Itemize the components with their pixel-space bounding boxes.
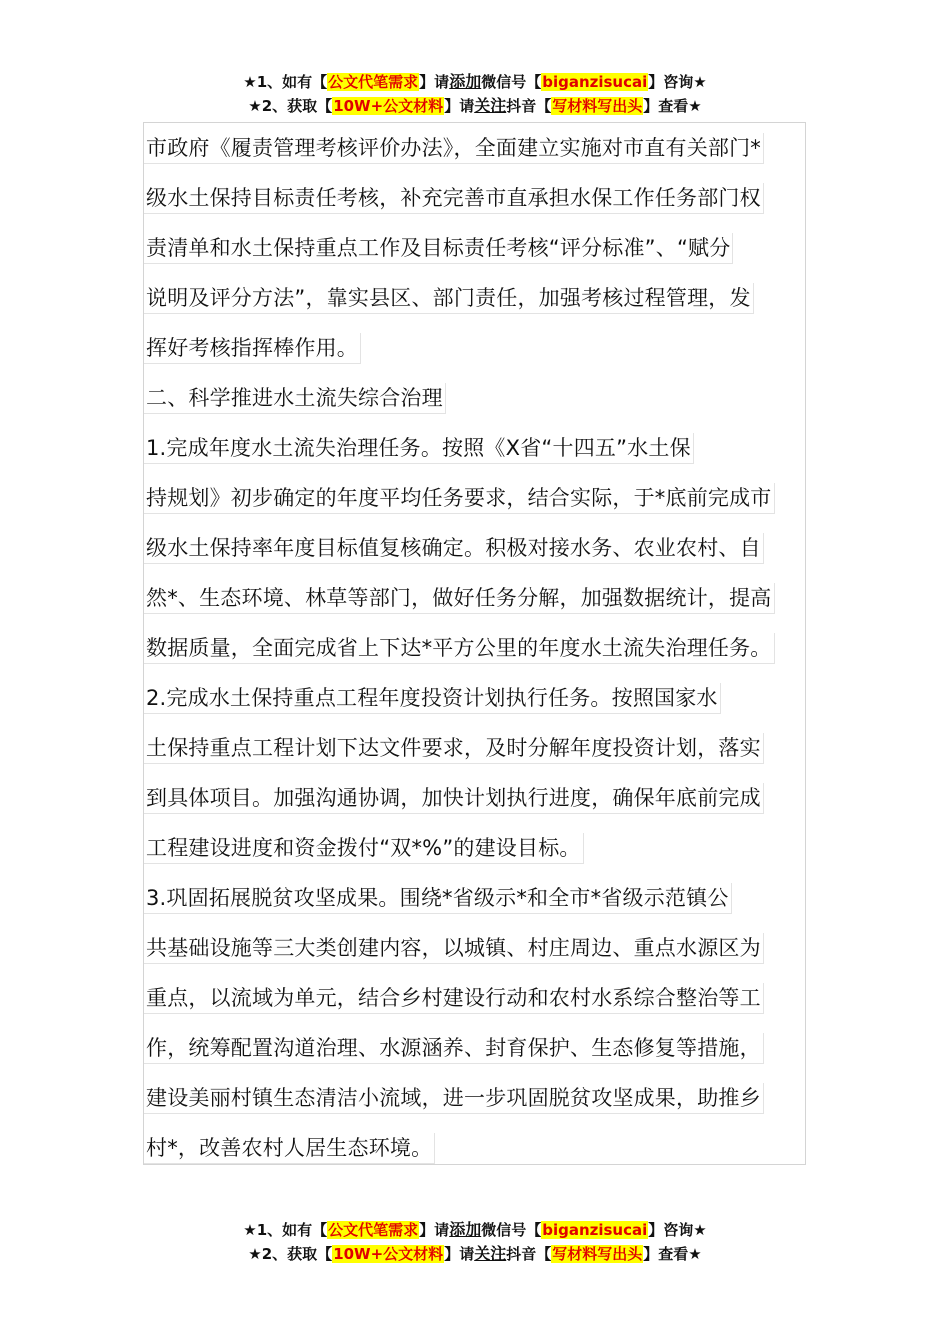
banner-text: 微信号【 bbox=[481, 1221, 542, 1239]
doc-line-text: 数据质量，全面完成省上下达*平方公里的年度水土流失治理任务。 bbox=[144, 633, 775, 664]
doc-line-text: 工程建设进度和资金拨付“双*%”的建设目标。 bbox=[144, 833, 584, 864]
doc-line-text: 持规划》初步确定的年度平均任务要求，结合实际，于*底前完成市 bbox=[144, 483, 775, 514]
doc-line-text: 责清单和水土保持重点工作及目标责任考核“评分标准”、“赋分 bbox=[144, 233, 733, 264]
banner-line-2 bbox=[0, 1242, 950, 1266]
doc-line-text: 村*，改善农村人居生态环境。 bbox=[144, 1133, 435, 1164]
document-body bbox=[143, 122, 806, 1165]
doc-line-text: 3.巩固拓展脱贫攻坚成果。围绕*省级示*和全市*省级示范镇公 bbox=[144, 883, 732, 914]
banner-highlight: 10W+公文材料 bbox=[333, 1245, 444, 1263]
banner-highlight: 写材料写出头 bbox=[552, 97, 643, 115]
footer-banner bbox=[0, 1218, 950, 1266]
banner-text: 微信号【 bbox=[481, 73, 542, 91]
doc-line-text: 土保持重点工程计划下达文件要求，及时分解年度投资计划，落实 bbox=[144, 733, 764, 764]
banner-highlight: 公文代笔需求 bbox=[328, 1221, 419, 1239]
doc-line bbox=[144, 473, 805, 523]
doc-line-text: 市政府《履责管理考核评价办法》，全面建立实施对市直有关部门* bbox=[144, 133, 764, 164]
doc-line bbox=[144, 1123, 805, 1173]
doc-line-text: 说明及评分方法”，靠实县区、部门责任，加强考核过程管理，发 bbox=[144, 283, 754, 314]
doc-line bbox=[144, 573, 805, 623]
banner-text: ★2、获取【 bbox=[248, 1245, 333, 1263]
doc-line-text: 级水土保持率年度目标值复核确定。积极对接水务、农业农村、自 bbox=[144, 533, 764, 564]
banner-underline: 添加 bbox=[449, 72, 482, 91]
doc-line bbox=[144, 223, 805, 273]
banner-text: 】查看★ bbox=[643, 97, 702, 115]
doc-line-text: 级水土保持目标责任考核，补充完善市直承担水保工作任务部门权 bbox=[144, 183, 764, 214]
doc-line-text: 重点，以流域为单元，结合乡村建设行动和农村水系综合整治等工 bbox=[144, 983, 764, 1014]
doc-line-text: 作，统筹配置沟道治理、水源涵养、封育保护、生态修复等措施， bbox=[144, 1033, 764, 1064]
banner-line-2 bbox=[0, 94, 950, 118]
banner-text: ★1、如有【 bbox=[243, 73, 328, 91]
banner-line-1 bbox=[0, 1218, 950, 1242]
banner-text: 抖音【 bbox=[506, 1245, 552, 1263]
banner-text: 】请 bbox=[444, 1245, 475, 1263]
doc-line bbox=[144, 1023, 805, 1073]
banner-text: ★1、如有【 bbox=[243, 1221, 328, 1239]
doc-line bbox=[144, 523, 805, 573]
doc-line bbox=[144, 823, 805, 873]
doc-line-text: 然*、生态环境、林草等部门，做好任务分解，加强数据统计，提高 bbox=[144, 583, 775, 614]
doc-line-text: 1.完成年度水土流失治理任务。按照《X省“十四五”水土保 bbox=[144, 433, 694, 464]
banner-text: 抖音【 bbox=[506, 97, 552, 115]
banner-text: 】请 bbox=[419, 1221, 450, 1239]
header-banner bbox=[0, 70, 950, 118]
banner-text: 】请 bbox=[444, 97, 475, 115]
doc-line-text: 到具体项目。加强沟通协调，加快计划执行进度，确保年底前完成 bbox=[144, 783, 764, 814]
doc-line bbox=[144, 273, 805, 323]
doc-line-text: 建设美丽村镇生态清洁小流域，进一步巩固脱贫攻坚成果，助推乡 bbox=[144, 1083, 764, 1114]
banner-highlight: biganzisucai bbox=[542, 1221, 648, 1239]
banner-highlight: biganzisucai bbox=[542, 73, 648, 91]
doc-line bbox=[144, 773, 805, 823]
doc-line bbox=[144, 423, 805, 473]
doc-line-text: 挥好考核指挥棒作用。 bbox=[144, 333, 361, 364]
doc-line bbox=[144, 973, 805, 1023]
doc-line bbox=[144, 723, 805, 773]
doc-line bbox=[144, 673, 805, 723]
banner-highlight: 公文代笔需求 bbox=[328, 73, 419, 91]
doc-line-text: 2.完成水土保持重点工程年度投资计划执行任务。按照国家水 bbox=[144, 683, 721, 714]
banner-text: 】咨询★ bbox=[648, 1221, 707, 1239]
banner-underline: 添加 bbox=[449, 1220, 482, 1239]
banner-text: 】查看★ bbox=[643, 1245, 702, 1263]
doc-line bbox=[144, 123, 805, 173]
section-heading-text: 二、科学推进水土流失综合治理 bbox=[144, 383, 446, 414]
banner-text: ★2、获取【 bbox=[248, 97, 333, 115]
banner-underline: 关注 bbox=[474, 96, 507, 115]
doc-line bbox=[144, 923, 805, 973]
banner-underline: 关注 bbox=[474, 1244, 507, 1263]
doc-line bbox=[144, 873, 805, 923]
banner-text: 】咨询★ bbox=[648, 73, 707, 91]
banner-line-1 bbox=[0, 70, 950, 94]
doc-line-text: 共基础设施等三大类创建内容，以城镇、村庄周边、重点水源区为 bbox=[144, 933, 764, 964]
banner-highlight: 10W+公文材料 bbox=[333, 97, 444, 115]
banner-highlight: 写材料写出头 bbox=[552, 1245, 643, 1263]
doc-line bbox=[144, 173, 805, 223]
doc-line bbox=[144, 1073, 805, 1123]
banner-text: 】请 bbox=[419, 73, 450, 91]
doc-line bbox=[144, 623, 805, 673]
doc-line bbox=[144, 323, 805, 373]
section-heading bbox=[144, 373, 805, 423]
